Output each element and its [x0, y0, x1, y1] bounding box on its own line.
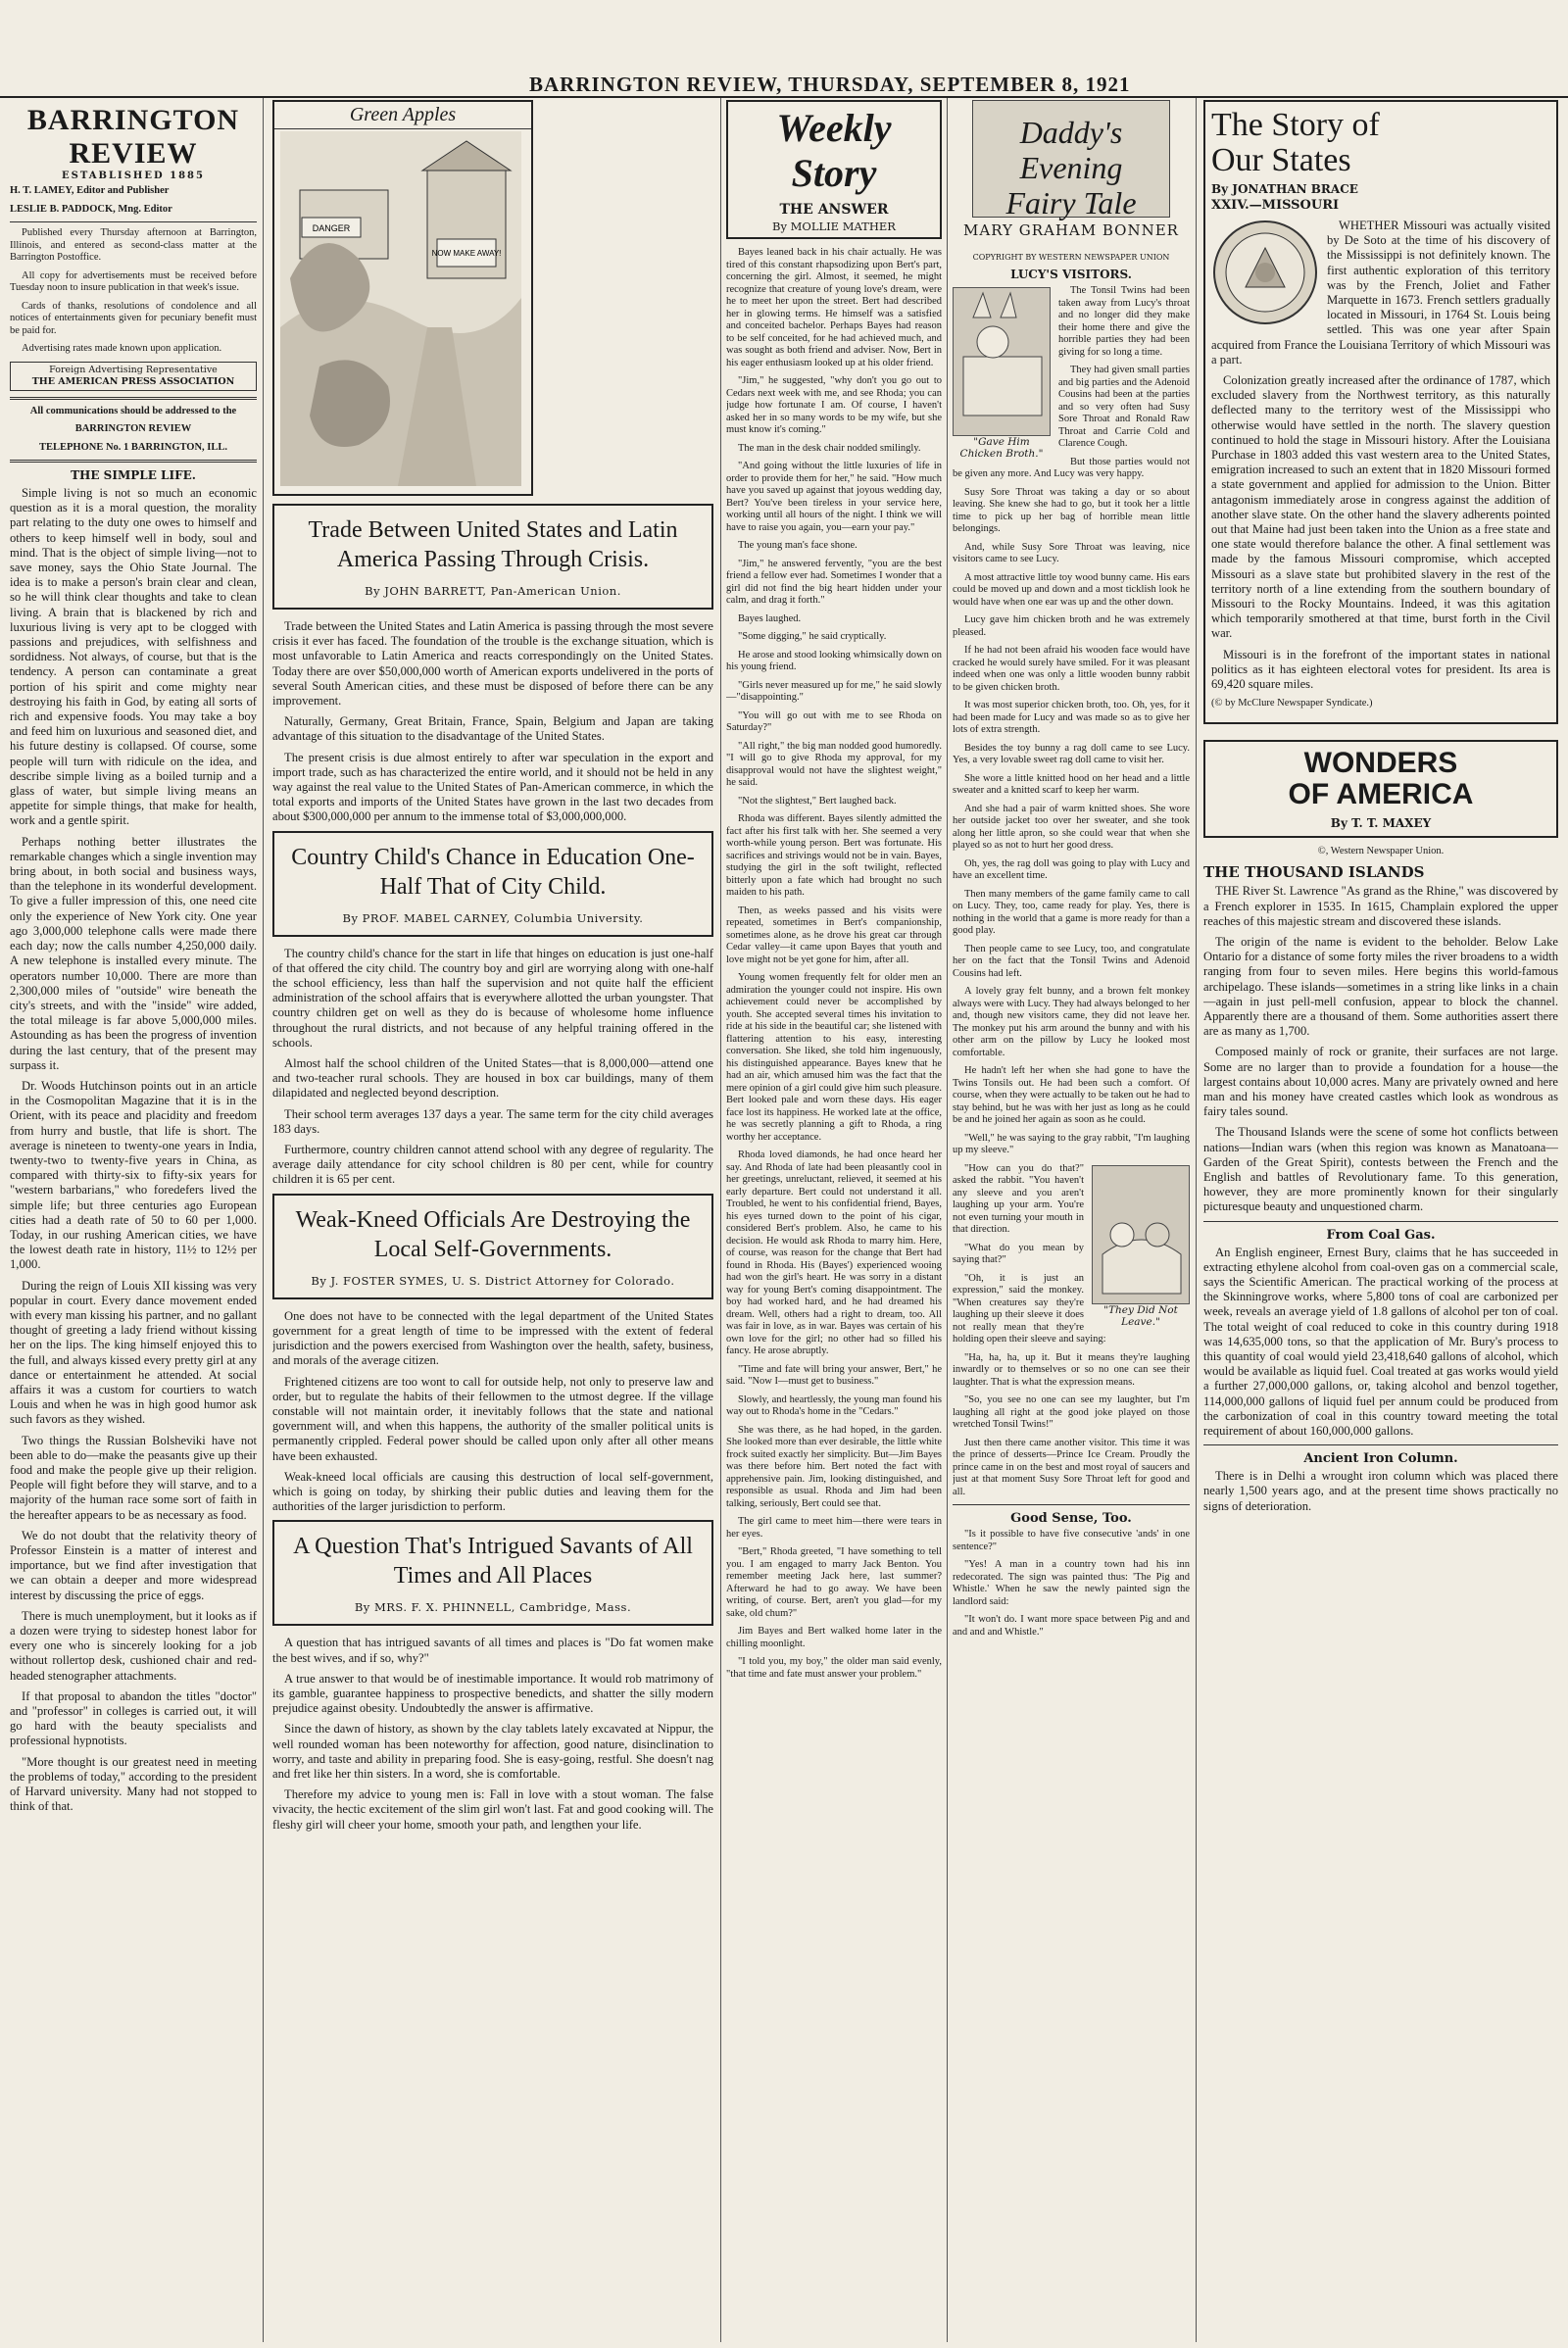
publisher-line: H. T. LAMEY, Editor and Publisher [10, 185, 170, 196]
comm-line: BARRINGTON REVIEW [74, 423, 192, 434]
story-paragraph: Jim Bayes and Bert walked home later in the chilling moonlight. [726, 1626, 942, 1649]
rep-name: THE AMERICAN PRESS ASSOCIATION [31, 375, 235, 387]
story-paragraph: "Girls never measured up for me," he said slowly—"disappointing." [726, 679, 942, 703]
editorial-paragraph: Perhaps nothing better illustrates the remarkable changes which a single invention may bring about, in both social and business ways, than the telephone in its wonderful development. To give a fuller impression of this, one need cite only the experience of New York city. One year ago 3,000,000 telephone calls were made there each day; now the calls number 4,250,000 daily. A new telephone is installed every minute. The operators number 10,000. There are more than 2,300,000 miles of "outside" wire beneath the city's streets, and with the "inside" wire added, the total mileage is far above 5,000,000 miles. Astounding as has been the progress of invention during the last century, that of the present may surpass it. [10, 834, 257, 1072]
story-paragraph: The young man's face shone. [738, 540, 858, 551]
fairy-paragraph: She wore a little knitted hood on her head and a little sweater and a knitted scarf to keep her warm. [953, 772, 1190, 796]
sense-paragraph: "Yes! A man in a country town had his inn redecorated. The sign was painted thus: 'The Pig and Whistle.' When he saw the newly painted sign the landlord said: [953, 1559, 1190, 1607]
sense-title: Good Sense, Too. [1010, 1511, 1132, 1526]
manager-line: LESLIE B. PADDOCK, Mng. Editor [10, 203, 172, 215]
cartoon-illustration [280, 131, 521, 486]
wonders-paragraph: The Thousand Islands were the scene of some hot conflicts between nations—Indian wars (when this region was known as Manatoana—Garden of the Great Spirit), contests between the French and the English and battles of Revolutionary fame. To this generation, however, they are more prominently known for their singularly picturesque beauty and unquestioned charm. [1203, 1125, 1558, 1214]
article-paragraph: Almost half the school children of the United States—that is 8,000,000—attend one and two-teacher rural schools. They are housed in box car buildings, many of them dilapidated and neglected beyond description. [272, 1056, 713, 1101]
fairy-paragraph: A most attractive little toy wood bunny came. His ears could be moved up and down and a most ticklish look he would have when one ear was up and the other down. [953, 571, 1190, 608]
fairy-paragraph: But those parties would not be given any more. And Lucy was very happy. [953, 456, 1190, 479]
cartoon-box [272, 100, 533, 496]
article-paragraph: Naturally, Germany, Great Britain, France, Spain, Belgium and Japan are taking advantage of this situation to the disadvantage of the United States. [272, 714, 713, 744]
editorial-paragraph: If that proposal to abandon the titles "doctor" and "professor" in colleges is carried out, it will go hard with the beauty specialists and professional hypnotists. [10, 1688, 257, 1748]
fairy-caption: "Gave Him Chicken Broth." [959, 436, 1044, 460]
column-rule [947, 98, 948, 2342]
article-header [272, 1194, 713, 1299]
story-paragraph: Bayes leaned back in his chair actually. He was tired of this constant rhapsodizing upon Bert's part, concerning the girl. Almost, it seemed, he might recognize that creature of young love's dream, were he to meet her upon the street. Bert had described her in glowing terms. He himself was a satisfied and conceited bachelor. Perhaps Bayes had reason to be self conceited, for he had achieved much, and was sought as both friend and adviser. Now, Bert in his eager enthusiasm looked up at his older friend. [726, 247, 942, 368]
story-paragraph: Young women frequently felt for older men an admiration the younger could not inspire. His own achievement could never be accomplished by youth. She accepted several times his invitation to ride at his side in the beautiful car; she listened with flattering attention to his easy, interesting conversation. She liked, she told him ingenuously, his distinguished appearance. Bayes knew that he had an air, which amused him was the fact that the mere opinion of a girl could give him such pleasure. Bert looked pale and worn these days. His eager face lost its happiness. He worked late at the office, he was secretly planning a gift to Rhoda, a ring worthy her acceptance. [726, 972, 942, 1143]
fairy-figure [1092, 1165, 1190, 1328]
fairy-paragraph: And she had a pair of warm knitted shoes. She wore her outside jacket too over her sweater, and she took along her little apron, so she could wear that when she played so as not to hurt her good dress. [953, 803, 1190, 851]
fairy-caption: "They Did Not Leave." [1103, 1303, 1178, 1328]
story-paragraph: The girl came to meet him—there were tears in her eyes. [726, 1516, 942, 1540]
fairy-paragraph: "Well," he was saying to the gray rabbit, "I'm laughing up my sleeve." [953, 1132, 1190, 1155]
story-paragraph: He arose and stood looking whimsically down on his young friend. [726, 649, 942, 672]
weekly-story-label: Weekly Story [776, 106, 892, 195]
story-paragraph: "I told you, my boy," the older man said evenly, "that time and fate must answer your problem." [726, 1656, 942, 1680]
fairy-paragraph: And, while Susy Sore Throat was leaving, nice visitors came to see Lucy. [953, 541, 1190, 564]
states-byline: By JONATHAN BRACE [1211, 182, 1358, 196]
notice: Cards of thanks, resolutions of condolence and all notices of entertainments given for pecuniary benefit must be paid for. [10, 300, 257, 336]
editorial-paragraph: Two things the Russian Bolsheviki have not been able to do—make the peasants give up their food and make the people give up their religion. People will fight before they will starve, and to a majority of the human race some sort of faith in the hereafter appears to be as necessary as food. [10, 1433, 257, 1522]
fairy-paragraph: Lucy gave him chicken broth and he was extremely pleased. [953, 614, 1190, 638]
states-box [1203, 100, 1558, 724]
editorial-paragraph: "More thought is our greatest need in meeting the problems of today," according to the president of Harvard university. Many had not stopped to think of that. [10, 1754, 257, 1814]
story-byline: By MOLLIE MATHER [772, 220, 896, 233]
article-paragraph: The country child's chance for the start in life that hinges on education is just one-half of that offered the city child. The country boy and girl are worrying along with one-half the school efficiency, less than half the supervision and not quite half the efficient administration of the school affairs that is everywhere allotted the urban youngster. That country children get on well as they do is because of wholesome home influence throughout the rural districts, and not because of any helpful training offered in the schools. [272, 946, 713, 1050]
article-paragraph: Their school term averages 137 days a year. The same term for the city child averages 183 days. [272, 1106, 713, 1136]
fairy-paragraph: "So, you see no one can see my laughter, but I'm laughing all right at the good joke played on those wretched Tonsil Twins!" [953, 1394, 1190, 1430]
states-title: Our States [1211, 142, 1351, 178]
story-paragraph: "Jim," he suggested, "why don't you go out to Cedars next week with me, and see Rhoda; you can judge how fortunate I am. Of course, I haven't asked her in so many words to be my wife, but she must know it's coming." [726, 375, 942, 435]
fairy-paragraph: Besides the toy bunny a rag doll came to see Lucy. Yes, a very lovable sweet rag doll came to visit her. [953, 742, 1190, 765]
fairy-figure [953, 287, 1051, 460]
fairy-title: LUCY'S VISITORS. [1010, 268, 1132, 281]
wonders-byline: By T. T. MAXEY [1330, 815, 1432, 830]
coal-paragraph: An English engineer, Ernest Bury, claims that he has succeeded in extracting ethylene alcohol from coal-oven gas on a commercial scale, says the Scientific American. The practical working of the process at the Skinningrove works, where 5,800 tons of coal are carbonized per week, reveals an average yield of 1.8 gallons of alcohol per ton of coal. The total weight of coal reduced to coke in this country during 1918 was 14,635,000 tons, so that the application of Mr. Bury's process to this quantity of coal would yield 23,418,640 gallons of alcohol, which would be available as liquid fuel. Coal treated at gas works would yield a further 27,000,000 gallons, or, taking alcohol and benzol together, 114,000,000 gallons of liquid fuel per annum could be produced from the carbonization of coal in this country toward meeting the total requirement of about 160,000,000 gallons. [1203, 1245, 1558, 1438]
article-paragraph: Weak-kneed local officials are causing this destruction of local self-government, which is going on today, by shirking their public duties and leaving them for the authorities of the larger jurisdiction to perform. [272, 1469, 713, 1514]
article-header [272, 1520, 713, 1626]
states-paragraph: Colonization greatly increased after the ordinance of 1787, which excluded slavery from the Northwest territory, as this naturally deflected many to the territory west of the Mississippi who otherwise would have settled in the north. The slavery question continued to hold the stage in Missouri history. After the Louisiana Purchase in 1803 added this vast western area to the United States, emigration increased to such an extent that in 1820 Missouri formed a state government and applied for admission to the Union. Bitter antagonism immediately arose in congress against the addition of another slave state. On the other hand the slavery adherents pointed out that Maine had just been taken into the Union as a free state and one state would therefore balance the other. A final settlement was made by the famous Missouri compromise, which accepted Missouri as a slave state but prohibited slavery in the rest of the territory north of a line extending from the southern boundary of Missouri to the Rocky Mountains. Indeed, it was this agitation which temporarily smothered at that time, burst forth in the Civil war. [1211, 373, 1550, 641]
wonders-copyright: ©, Western Newspaper Union. [1317, 845, 1445, 856]
article-title: Weak-Kneed Officials Are Destroying the Local Self-Governments. [295, 1206, 691, 1262]
column-paragraph: There is in Delhi a wrought iron column which was placed there nearly 1,500 years ago, and at the present time shows practically no signs of deterioration. [1203, 1469, 1558, 1513]
story-paragraph: "Time and fate will bring your answer, Bert," he said. "Now I—must get to business." [726, 1363, 942, 1387]
fairy-paragraph: He hadn't left her when she had gone to have the Twins Tonsils out. He had been such a comfort. Of course, when they were actually to be taken out he had to stay behind, but he was with her just as long as he could be and he joined her again as soon as he could. [953, 1065, 1190, 1125]
fairy-paragraph: "Oh, it is just an expression," said the monkey. "When creatures say they're laughing up their sleeve it does not really mean that they're holding open their sleeve and saying: [953, 1272, 1106, 1345]
states-copyright: (© by McClure Newspaper Syndicate.) [1211, 698, 1373, 709]
fairy-paragraph: If he had not been afraid his wooden face would have cracked he would surely have smiled. For it was pleasant indeed when one was only a little wooden bunny rabbit to be given chicken broth. [953, 645, 1190, 693]
notice: All copy for advertisements must be received before Tuesday noon to insure publication in that week's issue. [10, 269, 257, 293]
story-paragraph: Rhoda was different. Bayes silently admitted the fact after his first talk with her. She seemed a very worth-while young person. Bert was fortunate. His sacrifices and strivings would not be in vain. Bayes, studying the girl in the soft twilight, reflected bitterly upon a fate which had brought no such maiden to his path. [726, 813, 942, 898]
editorial-column [10, 100, 257, 2334]
story-paragraph: "Bert," Rhoda greeted, "I have something to tell you. I am engaged to marry Jack Benton. You remember meeting Jack here, last summer? Afterward he had to go away. We have been writing, of course. Bert, aren't you glad—for my sake, old chum?" [726, 1546, 942, 1619]
states-title: The Story of [1211, 107, 1380, 143]
story-paragraph: The man in the desk chair nodded smilingly. [738, 442, 921, 454]
fairy-illustration [1092, 1165, 1190, 1304]
article-title: Country Child's Chance in Education One-Half That of City Child. [291, 844, 695, 900]
wonders-paragraph: Composed mainly of rock or granite, their surfaces are not large. Some are no larger than to provide a foundation for a house—the largest contains about 10,000 acres. Many are privately owned and here man and his money have created castles which look as wondrous as fairy tales sound. [1203, 1045, 1558, 1119]
story-paragraph: "Some digging," he said cryptically. [738, 631, 887, 642]
article-paragraph: Trade between the United States and Latin America is passing through the most severe crisis it ever has faced. The foundation of the trouble is the exchange situation, which is most unfavorable to Latin America and reacts correspondingly on the United States. Today there are over $50,000,000 worth of American exports undelivered in the ports of several South American cities, and these must be disposed of before there can be any improvement. [272, 619, 713, 709]
fairy-tale-column [953, 100, 1190, 2334]
story-paragraph: "And going without the little luxuries of life in order to provide them for her," he said. "How much have you saved up against that joyous wedding day, Bert? You've been tireless in your service here, working until all hours of the night. I think we will have to raise you again, you—earn your pay." [726, 461, 942, 533]
page-header [0, 69, 1568, 98]
article-paragraph: A question that has intrigued savants of all times and places is "Do fat women make the best wives, and if so, why?" [272, 1636, 713, 1665]
advertising-representative-box [10, 362, 257, 391]
fairy-paragraph: Oh, yes, the rag doll was going to play with Lucy and have an excellent time. [953, 857, 1190, 881]
weekly-story-column [726, 100, 942, 2334]
wonders-paragraph: THE River St. Lawrence "As grand as the Rhine," was discovered by a French explorer in 1535. In 1615, Champlain explored the upper reaches of this majestic stream and discovered these islands. [1203, 884, 1558, 928]
comm-line: TELEPHONE No. 1 BARRINGTON, ILL. [38, 441, 228, 453]
fairy-paragraph: A lovely gray felt bunny, and a brown felt monkey always were with Lucy. They had always belonged to her and, though new visitors came, they did not leave her. The monkey put his arm around the bunny and with his other arm on the pillow by Lucy he looked most comfortable. [953, 986, 1190, 1058]
story-paragraph: Rhoda loved diamonds, he had once heard her say. And Rhoda of late had been pleasantly cool in her greetings, unreluctant, relieved, it seemed at his early departure. Bert could not understand it all. Troubled, he went to his confidential friend, Bayes, his eyes turned down to the point of his cigar, considered Bert's problem. Also, he came to his decision. He would ask Rhoda to marry him. Here, of course, was reason for the change that Bert had found in Rhoda. His (Bayes') experienced wooing had won the girl's heart. He was sorry in a distant way for young Bert's coming disappointment. The boy had worked hard, and he had dreamed his dream. Well, others had a right to dream, too. All was fair in love, as in war. Bayes was certain of his own love for the girl; no other had so filled his fancy. He arose abruptly. [726, 1150, 942, 1356]
editorial-paragraph: Simple living is not so much an economic question as it is a moral question, the morality part relating to the duty one owes to himself and others to keep himself well in body, soul and mind. That is the object of simple living—not to save money, says the Ohio State Journal. The idea is to make a person's brain clear and clean, so he will think clear thoughts and take to clean living. A brain that is blackened by rich and luxurious living is very apt to be clogged with passions and prejudices, with selfishness and sordidness. Not always, of course, but that is the tendency. A person can contaminate a great portion of his spirit and come mighty near destroying his faith in God, by eating all sorts of rich and expensive foods. You may take a boy and feed him on luxurious and seasoned diet, and his future destiny is collapsed. Of course, some people will turn with ridicule on the idea, and describe simple living as a boiled turnip and a glass of water, but simple living means an appetite for simple things, that make for health, work and a gentle spirit. [10, 486, 257, 828]
story-paragraph: "You will go out with me to see Rhoda on Saturday?" [726, 709, 942, 733]
fairy-paragraph: They had given small parties and big parties and the Adenoid Cousins had been at the parties and so very often had Susy Sore Throat and Ronald Raw Throat and Carrie Cold and Clarence Cough. [1058, 365, 1190, 449]
article-byline: By PROF. MABEL CARNEY, Columbia University. [342, 910, 644, 925]
wonders-paragraph: The origin of the name is evident to the beholder. Below Lake Ontario for a distance of some forty miles the river broadens to a width ranging from four to seven miles. Here begins this world-famous archipelago. These islands—sometimes in a string like links in a chain—again in just pell-mell confusion, appear to block the channel. Apparently there are a thousand of them. Some authorities assert there are as many as 1,700. [1203, 934, 1558, 1039]
article-paragraph: One does not have to be connected with the legal department of the United States government for a great length of time to be impressed with the extent of federal jurisdiction and the powers exercised from Washington over the health, safety, business, and morals of the average citizen. [272, 1308, 713, 1368]
fairy-tale-header [953, 100, 1190, 247]
article-title: Trade Between United States and Latin America Passing Through Crisis. [308, 517, 678, 572]
fairy-author: MARY GRAHAM BONNER [963, 221, 1179, 239]
states-chapter: XXIV.—MISSOURI [1211, 198, 1340, 213]
comm-line: All communications should be addressed to the [29, 405, 237, 416]
states-paragraph: WHETHER Missouri was actually visited by De Soto at the time of his discovery of the Mississippi is not definitely known. The first authentic exploration of this territory was by the French, Joliet and Father Marquette in 1673. French settlers gradually located in Missouri, in 1764 St. Louis being settled. This was one year after Spain acquired from France the Louisiana Territory of which Missouri was a part. [1211, 219, 1550, 367]
column-rule [720, 98, 721, 2342]
editorial-paragraph: We do not doubt that the relativity theory of Professor Einstein is a matter of interest and importance, but we find after investigation that we can obtain a deeper and more widespread interest by discussing the price of eggs. [10, 1528, 257, 1602]
wonders-title: OF AMERICA [1288, 777, 1474, 810]
editorial-heading: THE SIMPLE LIFE. [71, 468, 196, 482]
article-paragraph: A true answer to that would be of inestimable importance. It would rob matrimony of its gamble, guarantee happiness to prospective benedicts, and shatter the silly modern prejudice against obesity. Undoubtedly the answer is affirmative. [272, 1671, 713, 1716]
fairy-paragraph: "What do you mean by saying that?" [953, 1242, 1084, 1265]
editorial-paragraph: During the reign of Louis XII kissing was very popular in court. Every dance movement ended with every man kissing his partner, and no gallant thought of greeting a lady friend without kissing her on the lips. The king himself enjoyed this to the full, and always kissed every pretty girl at any dance or entertainment he attended. At social affairs it was a custom for courtiers to watch Louis and when he was in high good humor ask such favors as they wished. [10, 1278, 257, 1427]
article-paragraph: Therefore my advice to young men is: Fall in love with a stout woman. The false vivacity, the hectic excitement of the slim girl won't last. Fat and good cooking will. The fleshy girl will cheer your home, smooth your path, and lengthen your life. [272, 1787, 713, 1832]
fairy-paragraph: "Ha, ha, ha, up it. But it means they're laughing inwardly or to themselves or so no one can see their laughter. That is what the expression means. [953, 1351, 1190, 1388]
cartoon-sign: NOW MAKE AWAY! [431, 249, 502, 258]
article-byline: By MRS. F. X. PHINNELL, Cambridge, Mass. [354, 1600, 632, 1615]
fairy-paragraph: The Tonsil Twins had been taken away from Lucy's throat and no longer did they make their home there and give the horrible parties they had been giving for so long a time. [1058, 285, 1190, 358]
fairy-paragraph: "How can you do that?" asked the rabbit. "You haven't any sleeve and you aren't laughing up your arm. You're not even turning your mouth in that direction. [953, 1162, 1084, 1235]
fairy-illustration [953, 287, 1051, 436]
story-paragraph: Slowly, and heartlessly, the young man found his way out to Rhoda's home in the "Cedars." [726, 1394, 942, 1417]
editorial-paragraph: There is much unemployment, but it looks as if a dozen were trying to sidestep honest labor for every one who is sincerely looking for a job without rollertop desk, cushioned chair and red-headed stenographer attachments. [10, 1608, 257, 1683]
notice: Published every Thursday afternoon at Barrington, Illinois, and entered as second-class matter at the Barrington Postoffice. [10, 227, 257, 263]
wonders-header [1203, 740, 1558, 838]
sense-paragraph: "Is it possible to have five consecutive 'ands' in one sentence?" [953, 1529, 1190, 1552]
story-paragraph: "Jim," he answered fervently, "you are the best friend a fellow ever had. Sometimes I wonder that a girl did not find the big heart hidden under your calm, and drag it forth." [726, 558, 942, 606]
story-paragraph: Bayes laughed. [738, 612, 802, 624]
fairy-paragraph: Susy Sore Throat was taking a day or so about leaving. She knew she had to go, but it took her a little time to pick up her bag of horrible mean little belongings. [953, 486, 1190, 534]
article-byline: By J. FOSTER SYMES, U. S. District Attorney for Colorado. [311, 1273, 675, 1288]
article-header [272, 831, 713, 937]
article-paragraph: Furthermore, country children cannot attend school with any degree of regularity. The average daily attendance for city school children is 80 per cent, while for country children it is 65 per cent. [272, 1143, 713, 1187]
masthead-established: ESTABLISHED 1885 [62, 171, 205, 181]
story-title: THE ANSWER [779, 202, 889, 218]
column-rule [263, 98, 264, 2342]
fairy-tale-banner [972, 100, 1170, 218]
notice: Advertising rates made known upon application. [22, 343, 222, 354]
cartoon-sign: DANGER [312, 223, 351, 233]
features-column [1203, 100, 1558, 2334]
fairy-paragraph: It was most superior chicken broth, too. Oh, yes, for it had been made for Lucy and was made so as to give her lots of extra strength. [953, 700, 1190, 735]
article-byline: By JOHN BARRETT, Pan-American Union. [365, 584, 621, 598]
fairy-label: Daddy's Evening [1019, 115, 1123, 185]
wonders-heading: THE THOUSAND ISLANDS [1203, 863, 1425, 882]
article-title: A Question That's Intrigued Savants of All Times and All Places [293, 1534, 693, 1590]
story-paragraph: "All right," the big man nodded good humoredly. "I will go to give Rhoda my approval, for my disapproval would not have the slightest weight," he said. [726, 740, 942, 788]
articles-column [272, 100, 713, 2334]
weekly-story-header [726, 100, 942, 239]
state-seal-image [1211, 219, 1319, 326]
story-paragraph: She was there, as he had hoped, in the garden. She looked more than ever desirable, the little white frock suited exactly her simplicity. But—Jim Bayes was there before him. Bert noted the fact with apprehensive pain. Jim, looking distinguished, and responsible as usual. Rhoda and Jim had been talking, seriously, Bert could see that. [726, 1424, 942, 1509]
masthead-title: BARRINGTON REVIEW [26, 104, 240, 170]
story-paragraph: Then, as weeks passed and his visits were repeated, sometimes in Bert's companionship, sometimes alone, as he drove his great car through Cedar valley—it came upon Bayes that youth and love might not be yet gone for him, after all. [726, 905, 942, 965]
fairy-copyright: COPYRIGHT BY WESTERN NEWSPAPER UNION [972, 253, 1170, 262]
editorial-paragraph: Dr. Woods Hutchinson points out in an article in the Cosmopolitan Magazine that it is in the Orient, with its peace and placidity and freedom from hurry and bustle, that life is short. The average is nineteen to twenty-one years in India, twenty-two to twenty-five years in China, as compared with thirty-six to fifty-six years for "western barbarians," who foredefers lived the simple life; but three centuries ago European cities had a death rate of 50 to 60 per 1,000. Today, in our rushing American cities, we have the lowest death rate in history, 11½ to 12½ per 1,000. [10, 1078, 257, 1272]
coal-title: From Coal Gas. [1326, 1227, 1436, 1243]
article-paragraph: Frightened citizens are too wont to call for outside help, not only to preserve law and order, but to regulate the habits of their fellowmen to the utmost degree. If the village constable will not maintain order, it inevitably follows that the state and national government will, and when this happens, the authority of the smaller political units is permanently crippled. Federal power should be called upon only after all other means have been exhausted. [272, 1374, 713, 1463]
column-title: Ancient Iron Column. [1303, 1451, 1458, 1467]
fairy-paragraph: Then people came to see Lucy, too, and congratulate her on the fact that the Tonsil Twins and Adenoid Cousins had left. [953, 943, 1190, 979]
rep-label: Foreign Advertising Representative [49, 364, 218, 375]
sense-paragraph: "It won't do. I want more space between Pig and and and and and Whistle." [953, 1614, 1190, 1638]
fairy-paragraph: Just then there came another visitor. This time it was the prince of desserts—Prince Ice Cream. Proudly the prince came in on the best and most royal of saucers and just at that moment Susy Sore Throat left for good and all. [953, 1437, 1190, 1497]
article-paragraph: The present crisis is due almost entirely to after war speculation in the export and import trade, such as has characterized the entire world, and it should not be held in any way against the real value to the United States of Pan-American commerce, in which the total exports and imports of the United States have grown in the last two decades from about $300,000,000 per annum to the immense total of $3,000,000,000. [272, 750, 713, 824]
story-paragraph: "Not the slightest," Bert laughed back. [738, 795, 897, 807]
cartoon-title: Green Apples [274, 104, 531, 129]
fairy-label: Fairy Tale [1005, 185, 1137, 220]
page-headline: BARRINGTON REVIEW, THURSDAY, SEPTEMBER 8, 1921 [529, 73, 1131, 96]
article-header [272, 504, 713, 610]
fairy-paragraph: Then many members of the game family came to call on Lucy. They, too, came ready for play. Yes, there is nothing in the world that a game is more ready for than a good play. [953, 888, 1190, 936]
wonders-title: WONDERS [1303, 746, 1458, 779]
states-paragraph: Missouri is in the forefront of the important states in national politics as it has eighteen electoral votes for president. Its area is 69,420 square miles. [1211, 647, 1550, 692]
article-paragraph: Since the dawn of history, as shown by the clay tablets lately excavated at Nippur, the well rounded woman has been noteworthy for affection, good nature, disinclination to worry, and taste and ability in preparing food. She is easy-going, restful. She doesn't nag and fret like her thin sisters. In a word, she is comfortable. [272, 1722, 713, 1781]
column-rule [1196, 98, 1197, 2342]
